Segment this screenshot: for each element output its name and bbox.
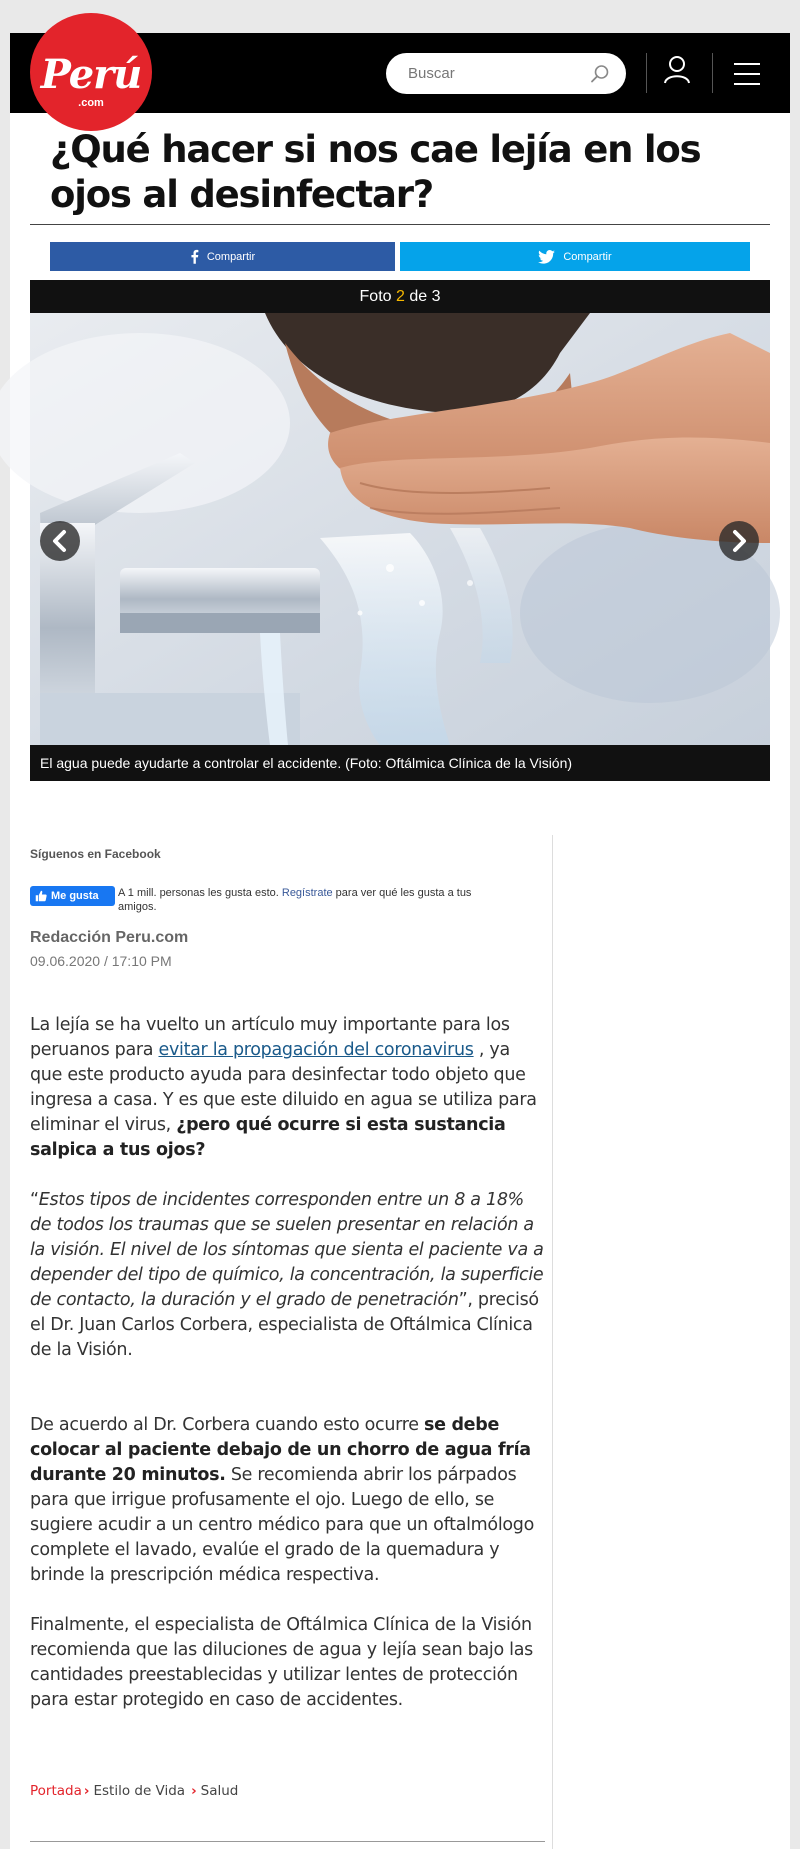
logo-domain: .com (78, 97, 104, 109)
site-header (10, 33, 790, 113)
chevron-right-icon: › (191, 1783, 197, 1799)
share-twitter-button[interactable] (400, 242, 750, 271)
photo-caption: El agua puede ayudarte a controlar el accidente. (Foto: Oftálmica Clínica de la Visión) (30, 745, 770, 781)
gallery-prev-button[interactable] (40, 521, 80, 561)
search-box (386, 53, 626, 94)
breadcrumb-home[interactable]: Portada (30, 1783, 82, 1799)
article-body (30, 1013, 545, 1713)
search-input[interactable] (408, 61, 578, 86)
gallery-current-index: 2 (395, 288, 405, 305)
header-divider (712, 53, 713, 93)
article-paragraph: Finalmente, el especialista de Oftálmica Clínica de la Visión recomienda que las diluciones de agua y lejía sean bajo las cantidades preestablecidas y utilizar lentes de protección para estar protegido en caso de accidentes. (30, 1615, 533, 1710)
quote-open: “ (30, 1190, 39, 1210)
register-link[interactable]: Regístrate (281, 887, 333, 899)
doctor-quote: Estos tipos de incidentes corresponden entre un 8 a 18% de todos los traumas que se suelen presentar en relación a la visión. El nivel de los síntomas que sienta el paciente va a depender del tipo de químico, la concentración, la superficie de contacto, la duración y el grado de penetración (30, 1190, 544, 1310)
coronavirus-link[interactable]: evitar la propagación del coronavirus (158, 1040, 474, 1060)
site-logo[interactable] (30, 13, 152, 131)
sidebar-divider (552, 835, 553, 1849)
paragraph-text: ”, precisó el Dr. Juan Carlos Corbera, especialista de Oftálmica Clínica de la Visión. (30, 1290, 539, 1360)
like-count-text (118, 886, 498, 913)
breadcrumb (30, 1783, 238, 1799)
thumbs-up-icon (35, 890, 47, 902)
gallery-counter-separator: de (404, 288, 432, 305)
like-button-label: Me gusta (51, 890, 99, 902)
gallery-next-button[interactable] (719, 521, 759, 561)
article-author: Redacción Peru.com (30, 929, 189, 946)
chevron-right-icon: › (83, 1783, 90, 1799)
chevron-right-icon (729, 530, 749, 552)
like-count-suffix: para ver qué les gusta a tus amigos. (118, 887, 472, 913)
gallery-counter-prefix: Foto (359, 288, 396, 305)
facebook-icon (190, 249, 199, 264)
title-divider (30, 224, 770, 225)
article-paragraph (30, 1413, 545, 1588)
article-title: ¿Qué hacer si nos cae lejía en los ojos al desinfectar? (50, 128, 701, 216)
breadcrumb-section[interactable]: Estilo de Vida (93, 1783, 186, 1799)
paragraph-text: La lejía se ha vuelto un artículo muy importante para los peruanos para (30, 1015, 510, 1060)
twitter-icon (538, 250, 555, 264)
breadcrumb-subsection[interactable]: Salud (200, 1783, 239, 1799)
share-facebook-label: Compartir (206, 250, 256, 263)
search-icon[interactable] (590, 64, 610, 84)
facebook-like-button[interactable] (30, 886, 115, 906)
paragraph-text: , ya que este producto ayuda para desinfectar todo objeto que ingresa a casa. Y es que este diluido en agua se utiliza para eliminar el virus, (30, 1040, 537, 1135)
share-twitter-label: Compartir (563, 250, 612, 263)
menu-icon[interactable] (734, 63, 762, 85)
header-divider (646, 53, 647, 93)
paragraph-text: De acuerdo al Dr. Corbera cuando esto ocurre (30, 1415, 424, 1435)
paragraph-bold: se debe colocar al paciente debajo de un chorro de agua fría durante 20 minutos. (30, 1415, 531, 1485)
page (10, 33, 790, 1849)
gallery-total-count: 3 (431, 288, 441, 305)
article-paragraph (30, 1188, 545, 1363)
paragraph-text: Se recomienda abrir los párpados para que irrigue profusamente el ojo. Luego de ello, se sugiere acudir a un centro médico para que un oftalmólogo complete el lavado, evalúe el grado de la quemadura y brinde la prescripción médica respectiva. (30, 1465, 535, 1585)
logo-word: Perú (40, 51, 142, 98)
article-paragraph (30, 1013, 545, 1163)
share-facebook-button[interactable] (50, 242, 395, 271)
gallery-counter (30, 280, 770, 313)
chevron-left-icon (50, 530, 70, 552)
article-date: 09.06.2020 / 17:10 PM (30, 953, 172, 969)
follow-facebook-label: Síguenos en Facebook (30, 847, 161, 861)
user-icon[interactable] (662, 55, 692, 87)
footer-divider (30, 1841, 545, 1842)
gallery-photo (30, 313, 770, 745)
paragraph-bold: ¿pero qué ocurre si esta sustancia salpica a tus ojos? (30, 1115, 506, 1160)
like-count: A 1 mill. personas les gusta esto. (118, 887, 282, 899)
